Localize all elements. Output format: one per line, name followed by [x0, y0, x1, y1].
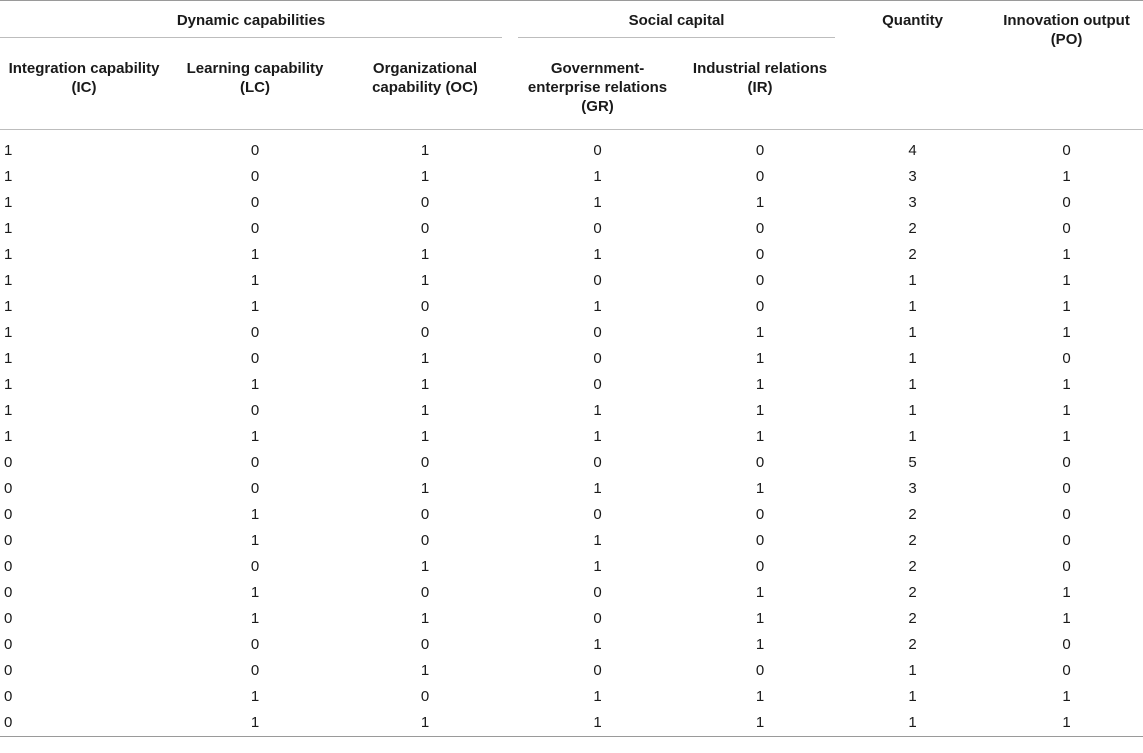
- cell-po: 0: [1062, 142, 1071, 159]
- cell-quantity: 2: [908, 610, 917, 627]
- cell-po: 0: [1062, 220, 1071, 237]
- cell-oc: 0: [420, 506, 430, 523]
- table-row: [0, 450, 1143, 476]
- cell-po: 0: [1062, 558, 1071, 575]
- cell-quantity: 1: [908, 402, 917, 419]
- cell-ic: 1: [4, 246, 13, 263]
- cell-ic: 1: [4, 298, 13, 315]
- cell-ic: 1: [4, 168, 13, 185]
- table-row: [0, 502, 1143, 528]
- cell-lc: 1: [250, 584, 260, 601]
- cell-lc: 1: [250, 376, 260, 393]
- cell-ir: 0: [755, 142, 765, 159]
- cell-ir: 0: [755, 532, 765, 549]
- cell-ir: 1: [755, 402, 765, 419]
- cell-lc: 0: [250, 480, 260, 497]
- cell-lc: 1: [170, 710, 340, 737]
- cell-lc: 1: [250, 298, 260, 315]
- cell-oc: 0: [420, 220, 430, 237]
- cell-gr: 1: [593, 298, 602, 315]
- cell-quantity: 3: [908, 480, 917, 497]
- cell-po: 0: [1062, 636, 1071, 653]
- cell-ic: 1: [4, 272, 13, 289]
- cell-ir: 1: [755, 194, 765, 211]
- header-learning-capability: Learning capability (LC): [186, 60, 324, 96]
- cell-po: 1: [1062, 584, 1071, 601]
- table-row: [0, 242, 1143, 268]
- cell-lc: 1: [250, 532, 260, 549]
- header-innovation-output: Innovation output (PO): [990, 1, 1143, 130]
- cell-oc: 0: [420, 454, 430, 471]
- table-row: [0, 346, 1143, 372]
- cell-oc: 0: [420, 298, 430, 315]
- cell-quantity: 1: [835, 710, 990, 737]
- cell-lc: 1: [250, 688, 260, 705]
- cell-gr: 0: [593, 350, 602, 367]
- cell-ic: 0: [4, 610, 13, 627]
- cell-ir: 1: [755, 480, 765, 497]
- table-row: [0, 632, 1143, 658]
- table-row: [0, 190, 1143, 216]
- cell-ic: 0: [4, 662, 13, 679]
- table-row: [0, 130, 1143, 164]
- table-row: [0, 398, 1143, 424]
- cell-po: 1: [1062, 246, 1071, 263]
- cell-quantity: 2: [908, 636, 917, 653]
- group-header-social-capital: [510, 1, 835, 48]
- cell-gr: 1: [593, 428, 602, 445]
- cell-po: 1: [1062, 428, 1071, 445]
- table-row: [0, 320, 1143, 346]
- dynamic-capabilities-label: Dynamic capabilities: [0, 11, 502, 38]
- cell-ir: 1: [755, 636, 765, 653]
- cell-lc: 1: [250, 610, 260, 627]
- cell-ir: 0: [755, 220, 765, 237]
- cell-oc: 0: [420, 688, 430, 705]
- cell-ic: 0: [4, 558, 13, 575]
- table-row: [0, 164, 1143, 190]
- cell-po: 1: [1062, 688, 1071, 705]
- cell-oc: 1: [420, 662, 430, 679]
- table-row: [0, 268, 1143, 294]
- cell-lc: 0: [250, 662, 260, 679]
- cell-quantity: 1: [908, 298, 917, 315]
- cell-ic: 0: [4, 480, 13, 497]
- social-capital-label: Social capital: [518, 11, 835, 38]
- cell-oc: 1: [420, 480, 430, 497]
- cell-gr: 1: [593, 558, 602, 575]
- cell-ir: 0: [755, 454, 765, 471]
- cell-quantity: 1: [908, 428, 917, 445]
- cell-gr: 0: [593, 142, 602, 159]
- cell-po: 0: [1062, 194, 1071, 211]
- cell-quantity: 1: [908, 350, 917, 367]
- cell-quantity: 1: [908, 376, 917, 393]
- table-row: [0, 294, 1143, 320]
- cell-ir: 0: [755, 506, 765, 523]
- cell-ic: 1: [4, 376, 13, 393]
- cell-oc: 1: [420, 376, 430, 393]
- cell-gr: 0: [593, 376, 602, 393]
- cell-lc: 0: [250, 636, 260, 653]
- cell-po: 0: [1062, 662, 1071, 679]
- cell-quantity: 2: [908, 246, 917, 263]
- cell-oc: 1: [420, 168, 430, 185]
- cell-po: 1: [1062, 610, 1071, 627]
- cell-quantity: 2: [908, 558, 917, 575]
- cell-ir: 1: [755, 688, 765, 705]
- cell-ir: 0: [755, 662, 765, 679]
- cell-oc: 1: [420, 142, 430, 159]
- group-header-dynamic-capabilities: [0, 1, 510, 48]
- cell-quantity: 1: [908, 272, 917, 289]
- cell-ic: 1: [4, 220, 13, 237]
- cell-ir: 0: [755, 246, 765, 263]
- cell-ir: 0: [755, 558, 765, 575]
- cell-ic: 0: [0, 710, 170, 737]
- cell-quantity: 1: [908, 662, 917, 679]
- cell-oc: 1: [420, 402, 430, 419]
- table-body: [0, 130, 1143, 737]
- cell-gr: 0: [593, 610, 602, 627]
- header-organizational-capability: Organizational capability (OC): [372, 60, 478, 96]
- cell-lc: 1: [250, 246, 260, 263]
- cell-gr: 1: [593, 480, 602, 497]
- cell-gr: 1: [510, 710, 685, 737]
- group-header-row: [0, 1, 1143, 48]
- cell-oc: 0: [420, 584, 430, 601]
- cell-oc: 0: [420, 324, 430, 341]
- cell-lc: 1: [250, 428, 260, 445]
- table-row: [0, 216, 1143, 242]
- cell-lc: 0: [250, 558, 260, 575]
- cell-quantity: 2: [908, 532, 917, 549]
- cell-quantity: 4: [908, 142, 917, 159]
- cell-gr: 1: [593, 688, 602, 705]
- cell-gr: 0: [593, 454, 602, 471]
- cell-ir: 0: [755, 168, 765, 185]
- cell-po: 1: [1062, 272, 1071, 289]
- header-quantity: Quantity: [835, 1, 990, 130]
- cell-quantity: 2: [908, 584, 917, 601]
- cell-gr: 1: [593, 168, 602, 185]
- cell-quantity: 1: [908, 324, 917, 341]
- cell-ic: 0: [4, 688, 13, 705]
- cell-oc: 1: [420, 350, 430, 367]
- cell-quantity: 2: [908, 506, 917, 523]
- cell-lc: 0: [250, 220, 260, 237]
- cell-ic: 0: [4, 636, 13, 653]
- table-row: [0, 554, 1143, 580]
- cell-quantity: 2: [908, 220, 917, 237]
- cell-oc: 1: [420, 558, 430, 575]
- cell-lc: 0: [250, 454, 260, 471]
- cell-lc: 1: [250, 272, 260, 289]
- cell-oc: 0: [420, 636, 430, 653]
- cell-po: 0: [1062, 532, 1071, 549]
- cell-oc: 1: [420, 610, 430, 627]
- header-integration-capability: Integration capability (IC): [8, 60, 160, 96]
- header-industrial-relations: Industrial relations (IR): [692, 60, 828, 96]
- cell-ic: 1: [4, 350, 13, 367]
- cell-gr: 1: [593, 246, 602, 263]
- cell-gr: 0: [593, 506, 602, 523]
- cell-lc: 0: [250, 194, 260, 211]
- cell-gr: 0: [593, 220, 602, 237]
- cell-gr: 0: [593, 662, 602, 679]
- cell-gr: 1: [593, 636, 602, 653]
- cell-ic: 0: [4, 584, 13, 601]
- cell-ic: 0: [4, 454, 13, 471]
- cell-ir: 0: [755, 298, 765, 315]
- table-row: [0, 528, 1143, 554]
- table-row: [0, 424, 1143, 450]
- cell-oc: 0: [420, 532, 430, 549]
- cell-po: 0: [1062, 454, 1071, 471]
- cell-ir: 1: [685, 710, 835, 737]
- cell-gr: 0: [593, 272, 602, 289]
- cell-po: 1: [1062, 324, 1071, 341]
- cell-ic: 0: [4, 532, 13, 549]
- cell-lc: 1: [250, 506, 260, 523]
- cell-po: 0: [1062, 506, 1071, 523]
- cell-oc: 0: [420, 194, 430, 211]
- cell-po: 0: [1062, 350, 1071, 367]
- cell-gr: 1: [593, 194, 602, 211]
- cell-ic: 1: [4, 324, 13, 341]
- table-row: [0, 476, 1143, 502]
- table-row: [0, 372, 1143, 398]
- cell-quantity: 3: [908, 194, 917, 211]
- cell-oc: 1: [420, 246, 430, 263]
- cell-ir: 1: [755, 350, 765, 367]
- cell-gr: 1: [593, 402, 602, 419]
- table-row: [0, 580, 1143, 606]
- cell-ir: 1: [755, 428, 765, 445]
- cell-oc: 1: [340, 710, 510, 737]
- cell-ir: 1: [755, 584, 765, 601]
- cell-ir: 1: [755, 324, 765, 341]
- cell-oc: 1: [420, 272, 430, 289]
- cell-po: 1: [1062, 402, 1071, 419]
- cell-ir: 1: [755, 610, 765, 627]
- cell-gr: 1: [593, 532, 602, 549]
- cell-ic: 1: [4, 142, 13, 159]
- cell-lc: 0: [250, 402, 260, 419]
- table-row: [0, 710, 1143, 737]
- table-row: [0, 606, 1143, 632]
- table-row: [0, 658, 1143, 684]
- header-government-enterprise-relations: Government-enterprise relations (GR): [527, 60, 668, 115]
- cell-lc: 0: [250, 350, 260, 367]
- table-row: [0, 684, 1143, 710]
- cell-ic: 1: [4, 194, 13, 211]
- cell-gr: 0: [593, 324, 602, 341]
- cell-quantity: 5: [908, 454, 917, 471]
- cell-lc: 0: [250, 324, 260, 341]
- cell-po: 0: [1062, 480, 1071, 497]
- cell-ic: 0: [4, 506, 13, 523]
- cell-lc: 0: [250, 168, 260, 185]
- cell-quantity: 1: [908, 688, 917, 705]
- cell-gr: 0: [593, 584, 602, 601]
- cell-ic: 1: [4, 428, 13, 445]
- cell-quantity: 3: [908, 168, 917, 185]
- cell-oc: 1: [420, 428, 430, 445]
- cell-ir: 1: [755, 376, 765, 393]
- cell-po: 1: [1062, 168, 1071, 185]
- cell-po: 1: [990, 710, 1143, 737]
- cell-po: 1: [1062, 298, 1071, 315]
- cell-po: 1: [1062, 376, 1071, 393]
- cell-ic: 1: [4, 402, 13, 419]
- cell-ir: 0: [755, 272, 765, 289]
- cell-lc: 0: [250, 142, 260, 159]
